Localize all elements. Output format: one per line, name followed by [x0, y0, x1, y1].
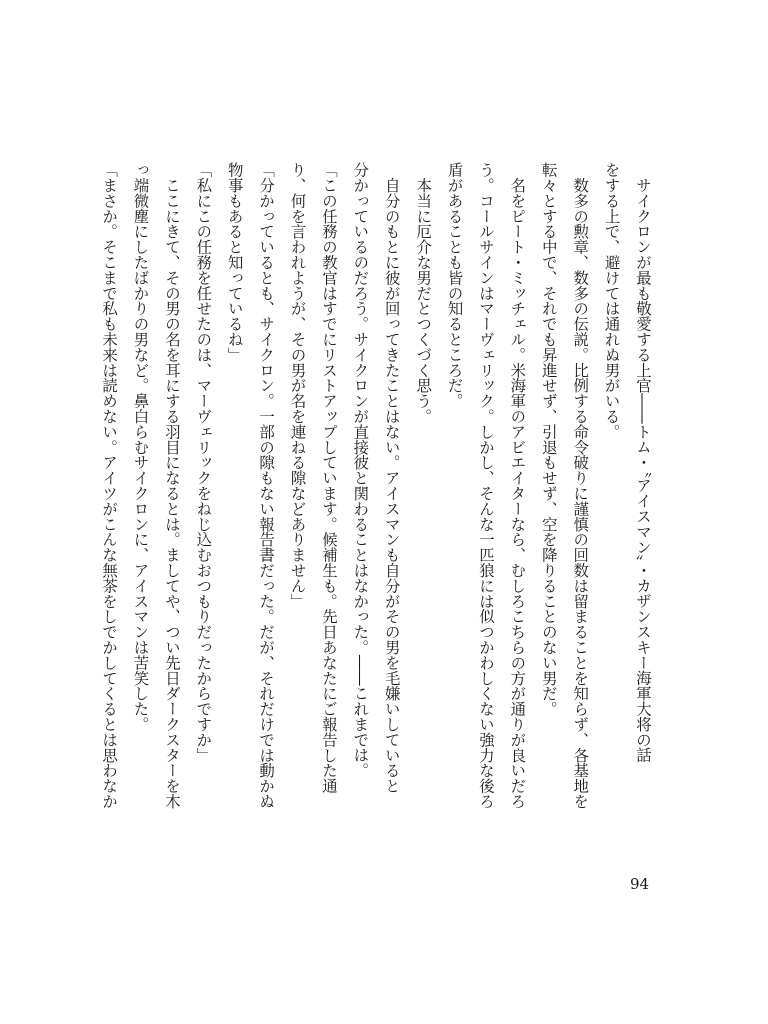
text-line: 数多の勲章、数多の伝説。比例する命令破りに謹慎の回数は留まることを知らず、各基地を: [571, 162, 590, 809]
text-line: 名をピート・ミッチェル。米海軍のアビエイターなら、むしろこちらの方が通りが良いだろ: [508, 162, 527, 809]
text-line: 盾があることも皆の知るところだ。: [445, 162, 464, 409]
text-line: っ端微塵にしたばかりの男など。鼻白らむサイクロンに、アイスマンは苦笑した。: [131, 162, 150, 732]
text-line: 分かっているのだろう。サイクロンが直接彼と関わることはなかった。――これまでは。: [351, 162, 370, 778]
page-number: 94: [630, 875, 650, 893]
text-line: 「分かっているとも、サイクロン。一部の隙もない報告書だった。だが、それだけでは動かぬ: [257, 162, 276, 809]
text-line: 物事もあると知っているね」: [225, 162, 244, 363]
text-line: う。コールサインはマーヴェリック。しかし、そんな一匹狼には似つかわしくない強力な後ろ: [476, 162, 495, 809]
text-line: 「私にこの任務を任せたのは、マーヴェリックをねじ込むおつもりだったからですか」: [194, 162, 213, 763]
text-line: 転々とする中で、それでも昇進せず、引退もせず、空を降りることのない男だ。: [539, 162, 558, 717]
text-line: 本当に厄介な男だとつくづく思う。: [414, 162, 433, 424]
text-line: 「まさか。そこまで私も未来は読めない。アイツがこんな無茶をしでかしてくるとは思わなか: [100, 162, 119, 809]
text-line: 「この任務の教官はすでにリストアップしています。候補生も。先日あなたにご報告した通: [319, 162, 338, 794]
text-line: をする上で、避けては通れぬ男がいる。: [602, 162, 621, 440]
vertical-text-body: [100, 162, 658, 822]
text-line: サイクロンが最も敬愛する上官――トム・〝アイスマン〟・カザンスキー海軍大将の話: [634, 162, 652, 763]
text-line: ここにきて、その男の名を耳にする羽目になるとは。ましてや、つい先日ダークスターを木: [162, 162, 181, 809]
text-line: り、何を言われようが、その男が名を連ねる隙などありません」: [288, 162, 307, 609]
text-line: 自分のもとに彼が回ってきたことはない。アイスマンも自分がその男を毛嫌いしていると: [382, 162, 401, 794]
